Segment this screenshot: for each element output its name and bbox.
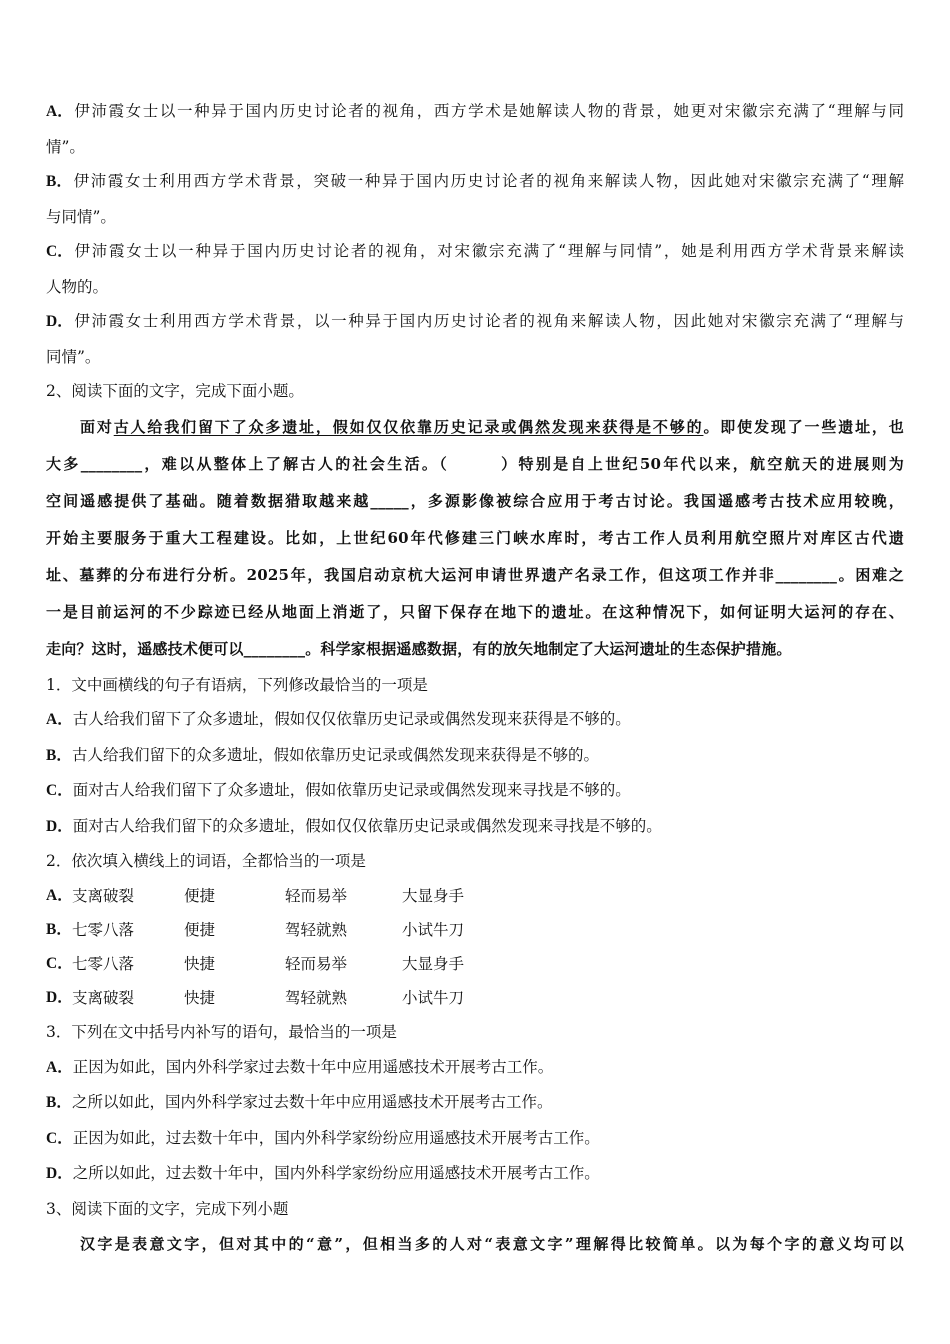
- option-text-continued: 人物的。: [46, 277, 109, 296]
- option-d: [46, 1156, 904, 1192]
- option-text-continued: 同情”。: [46, 347, 101, 366]
- word-1: 七零八落: [72, 954, 135, 973]
- q1-options: [46, 94, 904, 374]
- option-label: B．: [46, 746, 72, 764]
- passage-line: 址、墓葬的分布进行分析。2025年，我国启动京杭大运河申请世界遗产名录工作，但这项工作并非________。困难之: [46, 565, 904, 584]
- word-1: 七零八落: [72, 920, 135, 939]
- underlined-sentence: 古人给我们留下了众多遗址，假如仅仅依靠历史记录或偶然发现来获得是不够的: [113, 417, 704, 436]
- option-b: [46, 913, 904, 947]
- word-4: 小试牛刀: [402, 989, 465, 1008]
- passage-text: 。即使发现了一些遗址，也: [703, 417, 904, 436]
- q1-option-b: [46, 164, 904, 234]
- option-text: 正因为如此，国内外科学家过去数十年中应用遥感技术开展考古工作。: [72, 1057, 554, 1076]
- option-a: [46, 1050, 904, 1086]
- word-3: 驾轻就熟: [285, 989, 348, 1008]
- passage-text: 面对: [80, 417, 114, 436]
- option-text-continued: 与同情”。: [46, 207, 116, 226]
- option-b: [46, 1085, 904, 1121]
- option-label: D．: [46, 1165, 73, 1183]
- section-3-passage: [46, 1226, 904, 1263]
- question-stem: 1．文中画横线的句子有语病，下列修改最恰当的一项是: [46, 675, 428, 694]
- option-label: A．: [46, 886, 73, 904]
- option-label: A．: [46, 1058, 73, 1076]
- question-stem: 2．依次填入横线上的词语，全都恰当的一项是: [46, 852, 366, 870]
- word-2: 快捷: [184, 989, 216, 1008]
- option-text: 之所以如此，国内外科学家过去数十年中应用遥感技术开展考古工作。: [72, 1093, 553, 1112]
- option-text: 伊沛霞女士以一种异于国内历史讨论者的视角，西方学术是她解读人物的背景，她更对宋徽宗充满了“理解与同: [72, 102, 904, 120]
- option-d: [46, 809, 904, 845]
- word-4: 小试牛刀: [402, 920, 465, 939]
- section-3-heading: 3、阅读下面的文字，完成下列小题: [46, 1199, 289, 1218]
- word-2: 快捷: [184, 954, 216, 973]
- passage-line: 一是目前运河的不少踪迹已经从地面上消逝了，只留下保存在地下的遗址。在这种情况下，如何证明大运河的存在、: [46, 602, 904, 621]
- option-label: C．: [46, 782, 73, 799]
- word-2: 便捷: [184, 920, 216, 939]
- sub-question-2: [46, 844, 904, 1015]
- option-label: C．: [46, 243, 73, 260]
- option-d: [46, 981, 904, 1015]
- q1-option-c: [46, 234, 904, 304]
- option-label: D．: [46, 313, 73, 330]
- q1-option-d: [46, 304, 904, 374]
- passage-line: 走向？这时，遥感技术便可以________。科学家根据遥感数据，有的放矢地制定了大运河遗址的生态保护措施。: [46, 639, 792, 658]
- option-c: [46, 773, 904, 809]
- option-c: [46, 947, 904, 981]
- option-text: 之所以如此，过去数十年中，国内外科学家纷纷应用遥感技术开展考古工作。: [72, 1164, 600, 1183]
- section-2-passage: [46, 409, 904, 668]
- option-text: 伊沛霞女士利用西方学术背景，以一种异于国内历史讨论者的视角来解读人物，因此她对宋徽宗充满了“理解与: [72, 312, 904, 330]
- option-text: 面对古人给我们留下的众多遗址，假如仅仅依靠历史记录或偶然发现来寻找是不够的。: [72, 816, 662, 835]
- option-label: D．: [46, 989, 73, 1007]
- option-text: 古人给我们留下了众多遗址，假如仅仅依靠历史记录或偶然发现来获得是不够的。: [72, 710, 631, 728]
- option-label: B．: [46, 1094, 72, 1112]
- option-text: 正因为如此，过去数十年中，国内外科学家纷纷应用遥感技术开展考古工作。: [72, 1128, 600, 1147]
- option-label: C．: [46, 954, 73, 972]
- option-text: 伊沛霞女士利用西方学术背景，突破一种异于国内历史讨论者的视角来解读人物，因此她对宋徽宗充满了“理解: [72, 172, 904, 190]
- word-3: 轻而易举: [285, 954, 348, 973]
- option-text-continued: 情”。: [46, 137, 85, 156]
- option-label: A．: [46, 103, 73, 120]
- option-label: D．: [46, 817, 73, 835]
- sub-question-3: [46, 1015, 904, 1192]
- word-3: 轻而易举: [285, 886, 348, 905]
- word-4: 大显身手: [402, 886, 465, 905]
- word-4: 大显身手: [402, 954, 465, 973]
- option-text: 伊沛霞女士以一种异于国内历史讨论者的视角，对宋徽宗充满了“理解与同情”，她是利用西方学术背景来解读: [72, 242, 904, 260]
- option-label: A．: [46, 711, 73, 728]
- word-1: 支离破裂: [72, 989, 135, 1008]
- passage-line: 开始主要服务于重大工程建设。比如，上世纪60年代修建三门峡水库时，考古工作人员利用航空照片对库区古代遗: [46, 528, 904, 547]
- passage-line: 汉字是表意文字，但对其中的“意”，但相当多的人对“表意文字”理解得比较简单。以为每个字的意义均可以: [80, 1235, 904, 1254]
- option-a: [46, 702, 904, 738]
- option-label: B．: [46, 920, 72, 938]
- document-page: [46, 94, 904, 1263]
- question-stem: 3．下列在文中括号内补写的语句，最恰当的一项是: [46, 1023, 397, 1042]
- option-label: B．: [46, 173, 72, 190]
- option-c: [46, 1121, 904, 1157]
- word-1: 支离破裂: [72, 886, 135, 905]
- passage-line: 空间遥感提供了基础。随着数据猎取越来越_____，多源影像被综合应用于考古讨论。我国遥感考古技术应用较晚，: [46, 491, 904, 510]
- sub-question-1: [46, 668, 904, 845]
- section-2-heading: 2、阅读下面的文字，完成下面小题。: [46, 382, 304, 400]
- option-text: 古人给我们留下的众多遗址，假如依靠历史记录或偶然发现来获得是不够的。: [72, 745, 600, 764]
- option-b: [46, 738, 904, 774]
- option-label: C．: [46, 1129, 73, 1147]
- option-text: 面对古人给我们留下了众多遗址，假如依靠历史记录或偶然发现来寻找是不够的。: [72, 781, 631, 799]
- passage-line: 大多________，难以从整体上了解古人的社会生活。（ ）特别是自上世纪50年代以来，航空航天的进展则为: [46, 454, 904, 473]
- word-3: 驾轻就熟: [285, 920, 348, 939]
- q1-option-a: [46, 94, 904, 164]
- word-2: 便捷: [184, 886, 216, 905]
- option-a: [46, 879, 904, 913]
